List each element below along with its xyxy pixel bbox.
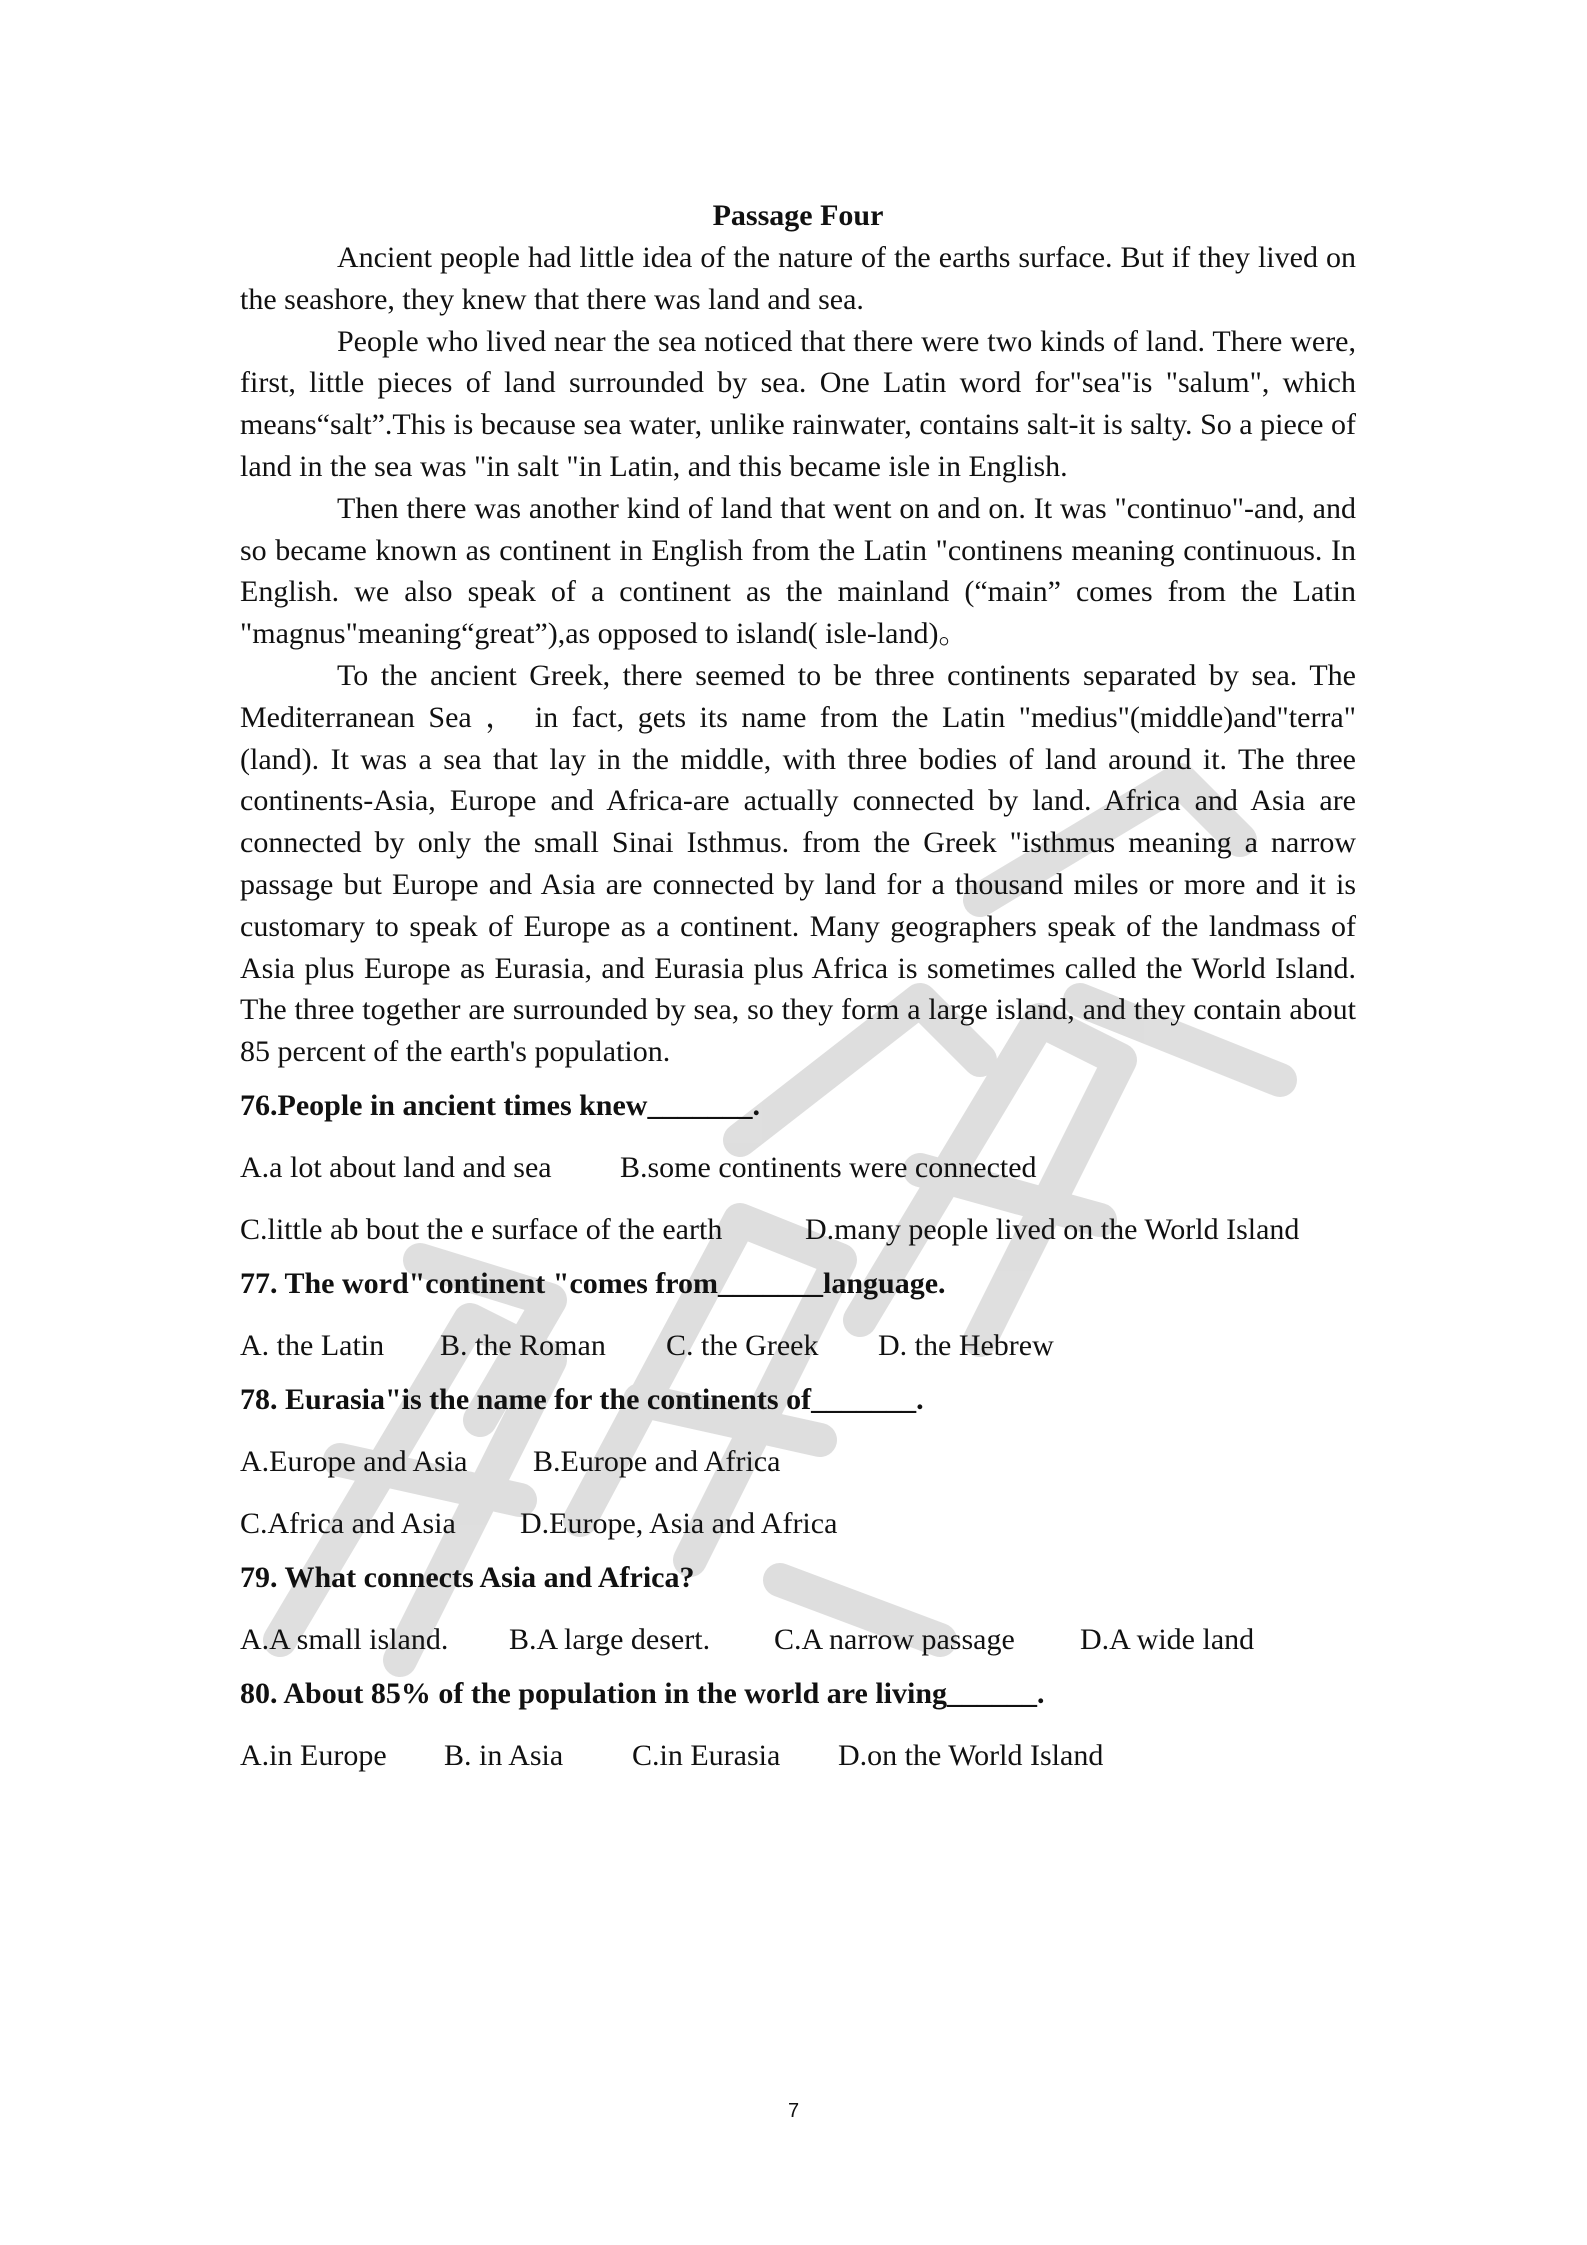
question-79-options-row-1 (240, 1619, 1356, 1661)
passage-title: Passage Four (712, 199, 884, 232)
passage-paragraph-4: To the ancient Greek, there seemed to be three continents separated by sea. The Mediterranean Sea ， in fact, gets its name from the Latin "medius"(middle)and"terra"(land). It was a sea that lay in the middle, with three bodies of land around it. The three continents-Asia, Europe and Africa-are actually connected by land. Africa and Asia are connected by only the small Sinai Isthmus. from the Greek "isthmus meaning a narrow passage but Europe and Asia are connected by land for a thousand miles or more and it is customary to speak of Europe as a continent. Many geographers speak of the landmass of Asia plus Europe as Eurasia, and Eurasia plus Africa is sometimes called the World Island. The three together are surrounded by sea, so they form a large island, and they contain about 85 percent of the earth's population. (240, 658, 1356, 1069)
question-79-stem: 79. What connects Asia and Africa? (240, 1560, 695, 1594)
option-79-d: D.A wide land (1080, 1622, 1255, 1656)
question-80-options-row-1 (240, 1735, 1356, 1777)
question-76-options-row-1 (240, 1147, 1356, 1189)
option-76-b: B.some continents were connected (620, 1150, 1037, 1184)
question-78-options-row-1 (240, 1441, 1356, 1483)
option-79-c: C.A narrow passage (774, 1622, 1015, 1656)
question-80-stem: 80. About 85% of the population in the world are living______. (240, 1676, 1045, 1710)
option-77-a: A. the Latin (240, 1328, 385, 1362)
passage-paragraph-1: Ancient people had little idea of the nature of the earths surface. But if they lived on the seashore, they knew that there was land and sea. (240, 241, 1356, 316)
option-78-c: C.Africa and Asia (240, 1506, 456, 1540)
option-80-a: A.in Europe (240, 1738, 387, 1772)
page-number: 7 (787, 2100, 800, 2122)
option-76-c: C.little ab bout the e surface of the earth (240, 1212, 723, 1246)
question-78-options-row-2 (240, 1503, 1356, 1545)
option-77-d: D. the Hebrew (878, 1328, 1054, 1362)
question-76-options-row-2 (240, 1209, 1356, 1251)
option-77-b: B. the Roman (440, 1328, 606, 1362)
question-77-stem: 77. The word"continent "comes from_______language. (240, 1266, 946, 1300)
option-80-b: B. in Asia (444, 1738, 564, 1772)
question-78-stem: 78. Eurasia"is the name for the continents of_______. (240, 1382, 924, 1416)
option-76-d: D.many people lived on the World Island (805, 1212, 1300, 1246)
option-79-a: A.A small island. (240, 1622, 449, 1656)
passage-paragraph-3: Then there was another kind of land that went on and on. It was "continuo"-and, and so became known as continent in English from the Latin "continens meaning continuous. In English. we also speak of a continent as the mainland (“main” comes from the Latin "magnus"meaning“great”),as opposed to island( isle-land)。 (240, 491, 1356, 651)
question-76-stem: 76.People in ancient times knew_______. (240, 1088, 760, 1122)
option-78-a: A.Europe and Asia (240, 1444, 468, 1478)
option-78-b: B.Europe and Africa (533, 1444, 781, 1478)
option-80-c: C.in Eurasia (632, 1738, 781, 1772)
option-76-a: A.a lot about land and sea (240, 1150, 552, 1184)
option-80-d: D.on the World Island (838, 1738, 1104, 1772)
option-77-c: C. the Greek (666, 1328, 819, 1362)
document-page (240, 195, 1356, 1777)
question-77-options-row-1 (240, 1325, 1356, 1367)
option-78-d: D.Europe, Asia and Africa (520, 1506, 838, 1540)
option-79-b: B.A large desert. (509, 1622, 711, 1656)
passage-paragraph-2: People who lived near the sea noticed that there were two kinds of land. There were, first, little pieces of land surrounded by sea. One Latin word for"sea"is "salum", which means“salt”.This is because sea water, unlike rainwater, contains salt-it is salty. So a piece of land in the sea was "in salt "in Latin, and this became isle in English. (240, 324, 1356, 483)
